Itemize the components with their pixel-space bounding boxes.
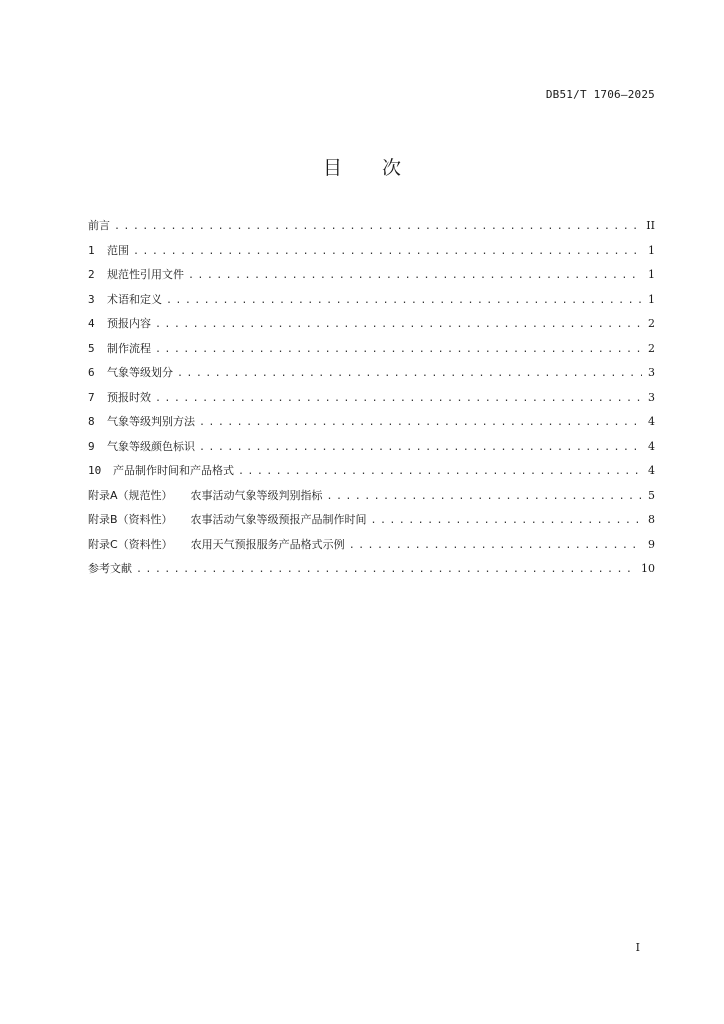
appendix-title: 农事活动气象等级预报产品制作时间 bbox=[190, 513, 367, 526]
document-code: DB51/T 1706—2025 bbox=[545, 88, 655, 101]
dot-leader bbox=[133, 244, 642, 260]
toc-entry-label: 预报时效 bbox=[107, 390, 151, 404]
toc-entry-page: II bbox=[646, 219, 655, 232]
page-number: I bbox=[635, 941, 640, 954]
toc-entry-number: 5 bbox=[88, 341, 95, 355]
toc-entry-page: 1 bbox=[648, 243, 655, 257]
toc-entry-page: 4 bbox=[648, 464, 655, 477]
toc-entry-1[interactable] bbox=[88, 243, 655, 268]
toc-entry-page: 2 bbox=[648, 341, 655, 355]
toc-entry-references[interactable] bbox=[88, 561, 655, 586]
toc-entry-6[interactable] bbox=[88, 365, 655, 390]
dot-leader bbox=[188, 268, 642, 284]
toc-entry-foreword[interactable] bbox=[88, 218, 655, 243]
appendix-tag: 附录B（资料性） bbox=[88, 513, 173, 526]
toc-entry-10[interactable] bbox=[88, 463, 655, 488]
toc-entry-8[interactable] bbox=[88, 414, 655, 439]
toc-entry-9[interactable] bbox=[88, 439, 655, 464]
toc-entry-number: 7 bbox=[88, 390, 95, 404]
toc-entry-label bbox=[88, 537, 349, 553]
appendix-tag: 附录C（资料性） bbox=[88, 537, 173, 551]
toc-entry-label: 气象等级颜色标识 bbox=[107, 439, 195, 453]
toc-entry-label: 产品制作时间和产品格式 bbox=[113, 464, 234, 477]
toc-entry-appendix-c[interactable] bbox=[88, 537, 655, 562]
toc-entry-label: 气象等级划分 bbox=[107, 366, 173, 379]
toc-entry-page: 8 bbox=[648, 513, 655, 526]
toc-entry-4[interactable] bbox=[88, 316, 655, 341]
toc-list bbox=[88, 218, 655, 586]
toc-entry-3[interactable] bbox=[88, 292, 655, 317]
dot-leader bbox=[199, 415, 642, 431]
toc-entry-page: 5 bbox=[648, 488, 655, 502]
dot-leader bbox=[155, 317, 642, 333]
toc-entry-page: 1 bbox=[648, 268, 655, 281]
toc-entry-label: 规范性引用文件 bbox=[107, 268, 184, 281]
toc-entry-2[interactable] bbox=[88, 267, 655, 292]
toc-entry-7[interactable] bbox=[88, 390, 655, 415]
toc-entry-number: 2 bbox=[88, 268, 95, 281]
toc-entry-page: 2 bbox=[648, 317, 655, 330]
dot-leader bbox=[371, 513, 642, 529]
toc-entry-page: 3 bbox=[648, 366, 655, 379]
toc-entry-number: 4 bbox=[88, 317, 95, 330]
toc-entry-number: 1 bbox=[88, 243, 95, 257]
toc-entry-number: 9 bbox=[88, 439, 95, 453]
toc-entry-5[interactable] bbox=[88, 341, 655, 366]
dot-leader bbox=[349, 538, 642, 554]
toc-entry-page: 3 bbox=[648, 390, 655, 404]
dot-leader bbox=[136, 562, 635, 578]
toc-title-part1: 目 bbox=[322, 157, 342, 179]
toc-entry-label: 制作流程 bbox=[107, 341, 151, 355]
toc-entry-label: 预报内容 bbox=[107, 317, 151, 330]
toc-entry-appendix-a[interactable] bbox=[88, 488, 655, 513]
toc-entry-label: 术语和定义 bbox=[107, 292, 162, 306]
dot-leader bbox=[238, 464, 642, 480]
toc-entry-page: 4 bbox=[648, 415, 655, 428]
appendix-title: 农用天气预报服务产品格式示例 bbox=[190, 537, 345, 551]
toc-entry-label bbox=[88, 488, 327, 504]
toc-title-part2: 次 bbox=[382, 157, 402, 179]
toc-entry-label: 参考文献 bbox=[88, 562, 132, 575]
dot-leader bbox=[327, 489, 642, 505]
dot-leader bbox=[155, 391, 642, 407]
toc-title bbox=[0, 153, 724, 180]
toc-entry-page: 9 bbox=[648, 537, 655, 551]
toc-entry-number: 8 bbox=[88, 415, 95, 428]
toc-entry-label: 范围 bbox=[107, 243, 129, 257]
toc-entry-page: 1 bbox=[648, 292, 655, 306]
appendix-title: 农事活动气象等级判别指标 bbox=[190, 488, 323, 502]
toc-entry-page: 4 bbox=[648, 439, 655, 453]
toc-entry-page: 10 bbox=[641, 562, 655, 575]
dot-leader bbox=[114, 219, 640, 235]
toc-entry-number: 6 bbox=[88, 366, 95, 379]
toc-entry-label: 气象等级判别方法 bbox=[107, 415, 195, 428]
toc-entry-number: 3 bbox=[88, 292, 95, 306]
toc-entry-label: 前言 bbox=[88, 219, 110, 232]
dot-leader bbox=[166, 293, 642, 309]
dot-leader bbox=[177, 366, 642, 382]
dot-leader bbox=[199, 440, 642, 456]
toc-entry-appendix-b[interactable] bbox=[88, 512, 655, 537]
appendix-tag: 附录A（规范性） bbox=[88, 488, 173, 502]
toc-entry-label bbox=[88, 512, 371, 528]
dot-leader bbox=[155, 342, 642, 358]
toc-entry-number: 10 bbox=[88, 464, 102, 477]
